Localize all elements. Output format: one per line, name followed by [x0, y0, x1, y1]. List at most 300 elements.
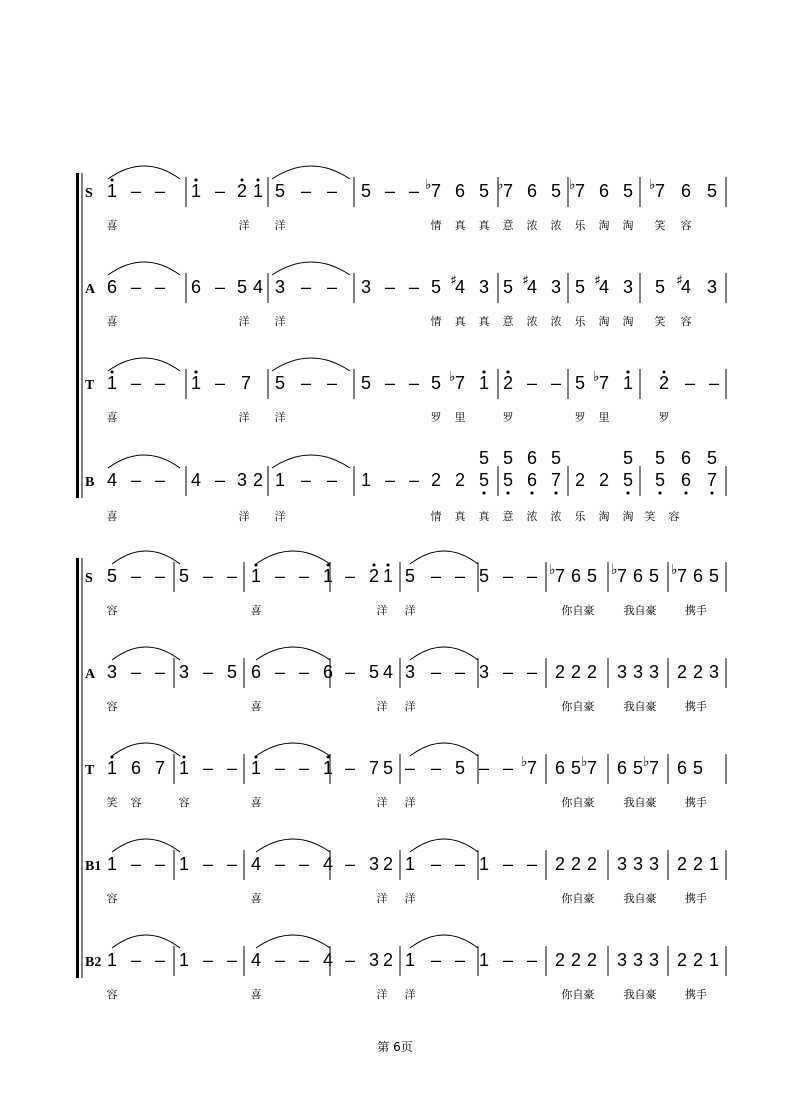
note: 3 — [478, 277, 490, 297]
note: 6 — [598, 181, 610, 201]
note: 6 — [570, 566, 582, 586]
note: 5 — [454, 758, 466, 778]
dash-extension: – — [214, 470, 226, 490]
flat-sign: ♭ — [569, 177, 576, 193]
octave-dot — [627, 371, 630, 374]
lyric: 浓 — [526, 510, 538, 523]
note: 6 — [250, 662, 262, 682]
dash-extension: – — [326, 277, 338, 297]
note: 5 — [570, 758, 582, 778]
note: 3 — [616, 854, 628, 874]
note: 1 — [178, 758, 190, 778]
note: 1 — [106, 373, 118, 393]
flat-sign: ♭ — [425, 177, 432, 193]
note: 2 — [586, 662, 598, 682]
note: 2 — [554, 662, 566, 682]
note: 3 — [274, 277, 286, 297]
dash-extension: – — [384, 373, 396, 393]
dash-extension: – — [454, 566, 466, 586]
lyric: 淘 — [598, 510, 610, 523]
octave-dot — [195, 179, 198, 182]
note: 5 — [622, 448, 634, 468]
lyric: 浓 — [526, 315, 538, 328]
note: 1 — [478, 373, 490, 393]
dash-extension: – — [130, 854, 142, 874]
dash-extension: – — [526, 566, 538, 586]
dash-extension: – — [202, 758, 214, 778]
note: 2 — [382, 950, 394, 970]
note: 2 — [692, 950, 704, 970]
dash-extension: – — [274, 854, 286, 874]
dash-extension: – — [130, 181, 142, 201]
lyric: 携手 — [685, 988, 707, 1001]
note: 6 — [526, 470, 538, 490]
voice-label-b: B — [85, 475, 95, 490]
lyric: 洋 — [376, 796, 388, 809]
note: 1 — [106, 854, 118, 874]
lyric: 意 — [502, 510, 514, 523]
dash-extension: – — [344, 662, 356, 682]
lyric: 我自豪 — [623, 988, 657, 1001]
note: 5 — [654, 277, 666, 297]
note: 1 — [622, 373, 634, 393]
note: 3 — [616, 950, 628, 970]
slur — [256, 839, 330, 852]
dash-extension: – — [154, 277, 166, 297]
lyric: 浓 — [550, 315, 562, 328]
lyric: 罗 — [502, 411, 514, 424]
lyric: 你自豪 — [561, 892, 595, 905]
note: 7 — [586, 758, 598, 778]
dash-extension: – — [404, 758, 416, 778]
note: 3 — [404, 662, 416, 682]
dash-extension: – — [454, 854, 466, 874]
note: 6 — [692, 566, 704, 586]
note: 3 — [708, 662, 720, 682]
dash-extension: – — [384, 277, 396, 297]
lyric: 里 — [598, 411, 610, 424]
dash-extension: – — [300, 373, 312, 393]
lyric: 罗 — [430, 411, 442, 424]
sharp-sign: ♯ — [450, 273, 457, 289]
note: 1 — [382, 566, 394, 586]
note: 5 — [550, 181, 562, 201]
lyric: 容 — [106, 988, 118, 1001]
lyric: 罗 — [658, 411, 670, 424]
flat-sign: ♭ — [449, 369, 456, 385]
note: 7 — [706, 470, 718, 490]
dash-extension: – — [344, 854, 356, 874]
octave-dot — [183, 756, 186, 759]
note: 1 — [478, 950, 490, 970]
note: 1 — [708, 854, 720, 874]
note: 4 — [322, 950, 334, 970]
note: 2 — [382, 854, 394, 874]
lyric: 喜 — [106, 315, 118, 328]
note: 4 — [526, 277, 538, 297]
lyric: 容 — [178, 796, 190, 809]
lyric: 洋 — [238, 219, 250, 232]
lyric: 笑 — [654, 315, 666, 328]
note: 4 — [680, 277, 692, 297]
note: 5 — [706, 448, 718, 468]
note: 3 — [550, 277, 562, 297]
note: 6 — [322, 662, 334, 682]
note: 5 — [106, 566, 118, 586]
note: 2 — [586, 950, 598, 970]
dash-extension: – — [202, 662, 214, 682]
dash-extension: – — [502, 662, 514, 682]
note: 1 — [252, 181, 264, 201]
dash-extension: – — [526, 662, 538, 682]
dash-extension: – — [130, 277, 142, 297]
note: 1 — [250, 758, 262, 778]
system-bracket — [76, 173, 79, 498]
lyric: 你自豪 — [561, 700, 595, 713]
note: 2 — [676, 950, 688, 970]
note: 2 — [554, 950, 566, 970]
note: 7 — [598, 373, 610, 393]
dash-extension: – — [298, 758, 310, 778]
note: 5 — [226, 662, 238, 682]
note: 7 — [526, 758, 538, 778]
system-bracket — [76, 558, 79, 978]
dash-extension: – — [130, 662, 142, 682]
octave-dot — [555, 492, 558, 495]
note: 7 — [368, 758, 380, 778]
dash-extension: – — [502, 566, 514, 586]
note: 4 — [252, 277, 264, 297]
note: 5 — [274, 181, 286, 201]
lyric: 意 — [502, 219, 514, 232]
note: 6 — [616, 758, 628, 778]
dash-extension: – — [300, 181, 312, 201]
note: 1 — [250, 566, 262, 586]
note: 6 — [680, 181, 692, 201]
note: 7 — [554, 566, 566, 586]
note: 1 — [708, 950, 720, 970]
note: 3 — [648, 950, 660, 970]
lyric: 喜 — [250, 988, 262, 1001]
note: 5 — [478, 470, 490, 490]
dash-extension: – — [154, 470, 166, 490]
lyric: 浓 — [550, 219, 562, 232]
note: 3 — [706, 277, 718, 297]
lyric: 淘 — [598, 219, 610, 232]
slur — [108, 262, 180, 275]
lyric: 淘 — [622, 219, 634, 232]
octave-dot — [531, 492, 534, 495]
note: 2 — [252, 470, 264, 490]
lyric: 容 — [106, 604, 118, 617]
octave-dot — [507, 371, 510, 374]
flat-sign: ♭ — [593, 369, 600, 385]
dash-extension: – — [326, 181, 338, 201]
dash-extension: – — [274, 566, 286, 586]
slur — [410, 647, 478, 660]
note: 7 — [154, 758, 166, 778]
note: 5 — [622, 470, 634, 490]
lyric: 淘 — [598, 315, 610, 328]
note: 2 — [502, 373, 514, 393]
dash-extension: – — [130, 470, 142, 490]
dash-extension: – — [344, 950, 356, 970]
lyric: 喜 — [106, 510, 118, 523]
note: 5 — [574, 277, 586, 297]
note: 5 — [360, 181, 372, 201]
note: 1 — [274, 470, 286, 490]
note: 5 — [654, 448, 666, 468]
dash-extension: – — [408, 373, 420, 393]
note: 2 — [692, 662, 704, 682]
dash-extension: – — [384, 470, 396, 490]
dash-extension: – — [430, 662, 442, 682]
note: 6 — [526, 181, 538, 201]
octave-dot — [195, 371, 198, 374]
lyric: 里 — [454, 411, 466, 424]
note: 5 — [550, 448, 562, 468]
note: 3 — [368, 950, 380, 970]
dash-extension: – — [454, 662, 466, 682]
dash-extension: – — [300, 470, 312, 490]
dash-extension: – — [430, 758, 442, 778]
lyric: 容 — [680, 219, 692, 232]
note: 2 — [658, 373, 670, 393]
dash-extension: – — [274, 950, 286, 970]
slur — [272, 166, 350, 179]
note: 7 — [240, 373, 252, 393]
note: 1 — [190, 181, 202, 201]
slur — [410, 551, 478, 564]
lyric: 喜 — [250, 796, 262, 809]
lyric: 喜 — [106, 411, 118, 424]
dash-extension: – — [226, 566, 238, 586]
sharp-sign: ♯ — [594, 273, 601, 289]
voice-label-a: A — [85, 282, 96, 297]
note: 5 — [430, 373, 442, 393]
note: 2 — [574, 470, 586, 490]
lyric: 洋 — [404, 892, 416, 905]
note: 5 — [360, 373, 372, 393]
note: 2 — [570, 950, 582, 970]
slur — [256, 551, 330, 564]
note: 3 — [178, 662, 190, 682]
note: 5 — [632, 758, 644, 778]
lyric: 携手 — [685, 796, 707, 809]
dash-extension: – — [408, 277, 420, 297]
lyric: 乐 — [574, 315, 586, 328]
lyric: 淘 — [622, 510, 634, 523]
slur — [112, 647, 180, 660]
dash-extension: – — [298, 854, 310, 874]
dash-extension: – — [298, 662, 310, 682]
lyric: 洋 — [376, 892, 388, 905]
dash-extension: – — [130, 373, 142, 393]
dash-extension: – — [154, 566, 166, 586]
slur — [112, 839, 180, 852]
lyric: 笑 — [654, 219, 666, 232]
note: 6 — [190, 277, 202, 297]
slur — [112, 935, 180, 948]
slur — [256, 743, 330, 756]
note: 4 — [322, 854, 334, 874]
octave-dot — [257, 179, 260, 182]
note: 5 — [502, 277, 514, 297]
lyric: 洋 — [238, 315, 250, 328]
voice-label-t: T — [85, 763, 95, 778]
note: 5 — [478, 181, 490, 201]
note: 6 — [526, 448, 538, 468]
lyric: 我自豪 — [623, 892, 657, 905]
note: 5 — [706, 181, 718, 201]
note: 3 — [616, 662, 628, 682]
octave-dot — [327, 756, 330, 759]
note: 5 — [692, 758, 704, 778]
dash-extension: – — [130, 566, 142, 586]
page-number: 第 6页 — [377, 1040, 413, 1054]
note: 5 — [430, 277, 442, 297]
note: 2 — [676, 662, 688, 682]
octave-dot — [483, 371, 486, 374]
dash-extension: – — [298, 566, 310, 586]
lyric: 情 — [430, 315, 442, 328]
slur — [256, 935, 330, 948]
note: 1 — [322, 566, 334, 586]
note: 6 — [632, 566, 644, 586]
lyric: 情 — [430, 510, 442, 523]
note: 1 — [190, 373, 202, 393]
octave-dot — [327, 564, 330, 567]
dash-extension: – — [274, 758, 286, 778]
note: 7 — [616, 566, 628, 586]
note: 6 — [680, 470, 692, 490]
slur — [410, 935, 478, 948]
dash-extension: – — [502, 950, 514, 970]
note: 3 — [632, 662, 644, 682]
lyric: 真 — [454, 315, 466, 328]
note: 7 — [454, 373, 466, 393]
note: 2 — [570, 662, 582, 682]
note: 7 — [648, 758, 660, 778]
lyric: 罗 — [574, 411, 586, 424]
dash-extension: – — [550, 373, 562, 393]
note: 3 — [368, 854, 380, 874]
dash-extension: – — [478, 758, 490, 778]
octave-dot — [111, 371, 114, 374]
note: 5 — [708, 566, 720, 586]
note: 7 — [676, 566, 688, 586]
dash-extension: – — [154, 854, 166, 874]
dash-extension: – — [326, 373, 338, 393]
note: 6 — [130, 758, 142, 778]
note: 4 — [382, 662, 394, 682]
note: 6 — [676, 758, 688, 778]
slur — [272, 358, 350, 371]
note: 1 — [478, 854, 490, 874]
note: 5 — [502, 470, 514, 490]
lyric: 真 — [478, 219, 490, 232]
slur — [108, 358, 180, 371]
note: 6 — [680, 448, 692, 468]
lyric: 我自豪 — [623, 604, 657, 617]
lyric: 洋 — [404, 796, 416, 809]
note: 5 — [478, 448, 490, 468]
octave-dot — [663, 371, 666, 374]
lyric: 浓 — [526, 219, 538, 232]
dash-extension: – — [408, 470, 420, 490]
dash-extension: – — [300, 277, 312, 297]
note: 6 — [106, 277, 118, 297]
note: 2 — [570, 854, 582, 874]
octave-dot — [685, 492, 688, 495]
lyric: 真 — [454, 510, 466, 523]
note: 4 — [250, 854, 262, 874]
note: 1 — [106, 758, 118, 778]
flat-sign: ♭ — [611, 562, 618, 578]
lyric: 洋 — [376, 700, 388, 713]
note: 4 — [598, 277, 610, 297]
lyric: 你自豪 — [561, 988, 595, 1001]
octave-dot — [387, 564, 390, 567]
note: 5 — [574, 373, 586, 393]
dash-extension: – — [154, 950, 166, 970]
dash-extension: – — [214, 277, 226, 297]
voice-label-s: S — [85, 571, 93, 586]
lyric: 你自豪 — [561, 796, 595, 809]
lyric: 洋 — [274, 510, 286, 523]
note: 2 — [554, 854, 566, 874]
note: 7 — [430, 181, 442, 201]
note: 2 — [692, 854, 704, 874]
lyric: 洋 — [404, 604, 416, 617]
note: 7 — [654, 181, 666, 201]
note: 7 — [550, 470, 562, 490]
note: 3 — [648, 662, 660, 682]
dash-extension: – — [526, 950, 538, 970]
lyric: 淘 — [622, 315, 634, 328]
lyric: 情 — [430, 219, 442, 232]
system-1 — [76, 166, 726, 523]
dash-extension: – — [202, 950, 214, 970]
lyric: 携手 — [685, 604, 707, 617]
dash-extension: – — [684, 373, 696, 393]
dash-extension: – — [214, 373, 226, 393]
note: 3 — [106, 662, 118, 682]
dash-extension: – — [408, 181, 420, 201]
sharp-sign: ♯ — [522, 273, 529, 289]
dash-extension: – — [454, 950, 466, 970]
dash-extension: – — [344, 566, 356, 586]
sharp-sign: ♯ — [676, 273, 683, 289]
slur — [112, 551, 180, 564]
note: 2 — [236, 181, 248, 201]
lyric: 浓 — [550, 510, 562, 523]
flat-sign: ♭ — [497, 177, 504, 193]
note: 2 — [586, 854, 598, 874]
lyric: 喜 — [106, 219, 118, 232]
note: 3 — [648, 854, 660, 874]
slur — [272, 262, 350, 275]
lyric: 洋 — [274, 315, 286, 328]
note: 3 — [236, 470, 248, 490]
system-2 — [76, 551, 726, 1001]
octave-dot — [659, 492, 662, 495]
note: 3 — [360, 277, 372, 297]
note: 5 — [502, 448, 514, 468]
slur — [108, 166, 180, 179]
dash-extension: – — [430, 854, 442, 874]
dash-extension: – — [130, 950, 142, 970]
